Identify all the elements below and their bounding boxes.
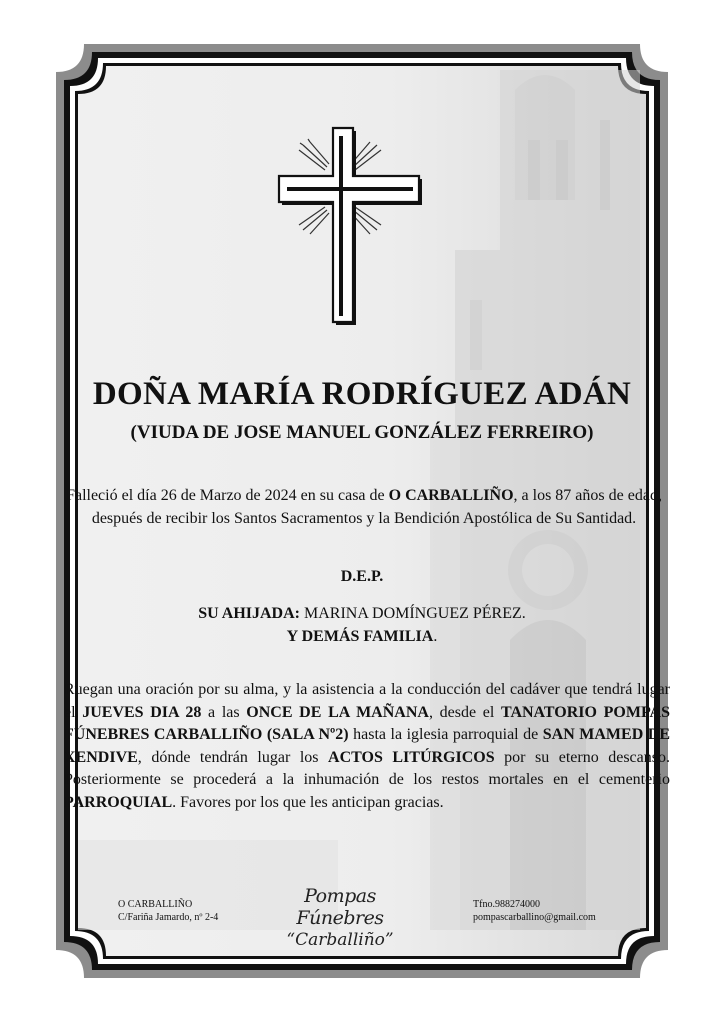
- footer-street: C/Fariña Jamardo, nº 2-4: [118, 912, 219, 923]
- ceremony-text: , dónde tendrán lugar los: [137, 748, 329, 766]
- family-rest-end: .: [433, 628, 438, 645]
- deceased-name: DOÑA MARÍA RODRÍGUEZ ADÁN: [92, 376, 632, 412]
- ceremony-text: . Favores por los que les anticipan gracias.: [172, 793, 444, 811]
- footer-phone: Tfno.988274000: [473, 899, 540, 910]
- funeral-home-logo: [270, 885, 410, 951]
- logo-line-1: Pompas Fúnebres: [296, 885, 384, 929]
- ceremony-text: hasta la iglesia parroquial de: [348, 726, 543, 744]
- ceremony-details: [64, 679, 670, 815]
- logo-line-2: “Carballiño”: [286, 930, 394, 950]
- latin-cross-icon: [255, 120, 425, 330]
- ceremony-church: SAN MAMED DE XENDIVE: [64, 726, 670, 766]
- ceremony-cemetery: PARROQUIAL: [64, 793, 173, 811]
- ceremony-origin: TANATORIO POMPAS FÚNEBRES CARBALLIÑO (SALA Nº2): [64, 703, 670, 744]
- ceremony-text: , desde el: [428, 703, 501, 721]
- family-block: [40, 602, 684, 648]
- ceremony-text: a las: [201, 703, 247, 721]
- family-names: MARINA DOMÍNGUEZ PÉREZ.: [300, 605, 526, 622]
- family-label: SU AHIJADA:: [198, 605, 300, 622]
- ceremony-text: Ruegan una oración por su alma, y la asistencia a la conducción del cadáver que tendrá lugar el: [64, 681, 670, 721]
- family-rest: Y DEMÁS FAMILIA: [286, 628, 434, 645]
- ceremony-time: ONCE DE LA MAÑANA: [246, 703, 429, 721]
- announcement-text-end: , a los 87 años de edad, después de recibir los Santos Sacramentos y la Bendición Apostólica de Su Santidad.: [91, 487, 662, 527]
- footer-town: O CARBALLIÑO: [118, 899, 193, 910]
- death-announcement: [64, 484, 664, 530]
- ray-top-left: [299, 139, 329, 170]
- dep-text: D.E.P.: [340, 568, 384, 585]
- ray-bottom-left: [299, 207, 329, 234]
- widow-of: (VIUDA DE JOSE MANUEL GONZÁLEZ FERREIRO): [130, 422, 594, 443]
- ceremony-acts: ACTOS LITÚRGICOS: [328, 748, 495, 766]
- announcement-place: O CARBALLIÑO: [388, 487, 514, 504]
- announcement-text: Falleció el día 26 de Marzo de 2024 en su casa de: [66, 487, 389, 504]
- footer-address: [118, 898, 218, 924]
- ceremony-day: JUEVES DIA 28: [82, 703, 202, 721]
- footer-contact: [473, 898, 596, 924]
- ceremony-text: por su eterno descanso. Posteriormente se procederá a la inhumación de los restos mortales en el cementerio: [64, 748, 670, 789]
- footer-email: pompascarballino@gmail.com: [473, 912, 596, 923]
